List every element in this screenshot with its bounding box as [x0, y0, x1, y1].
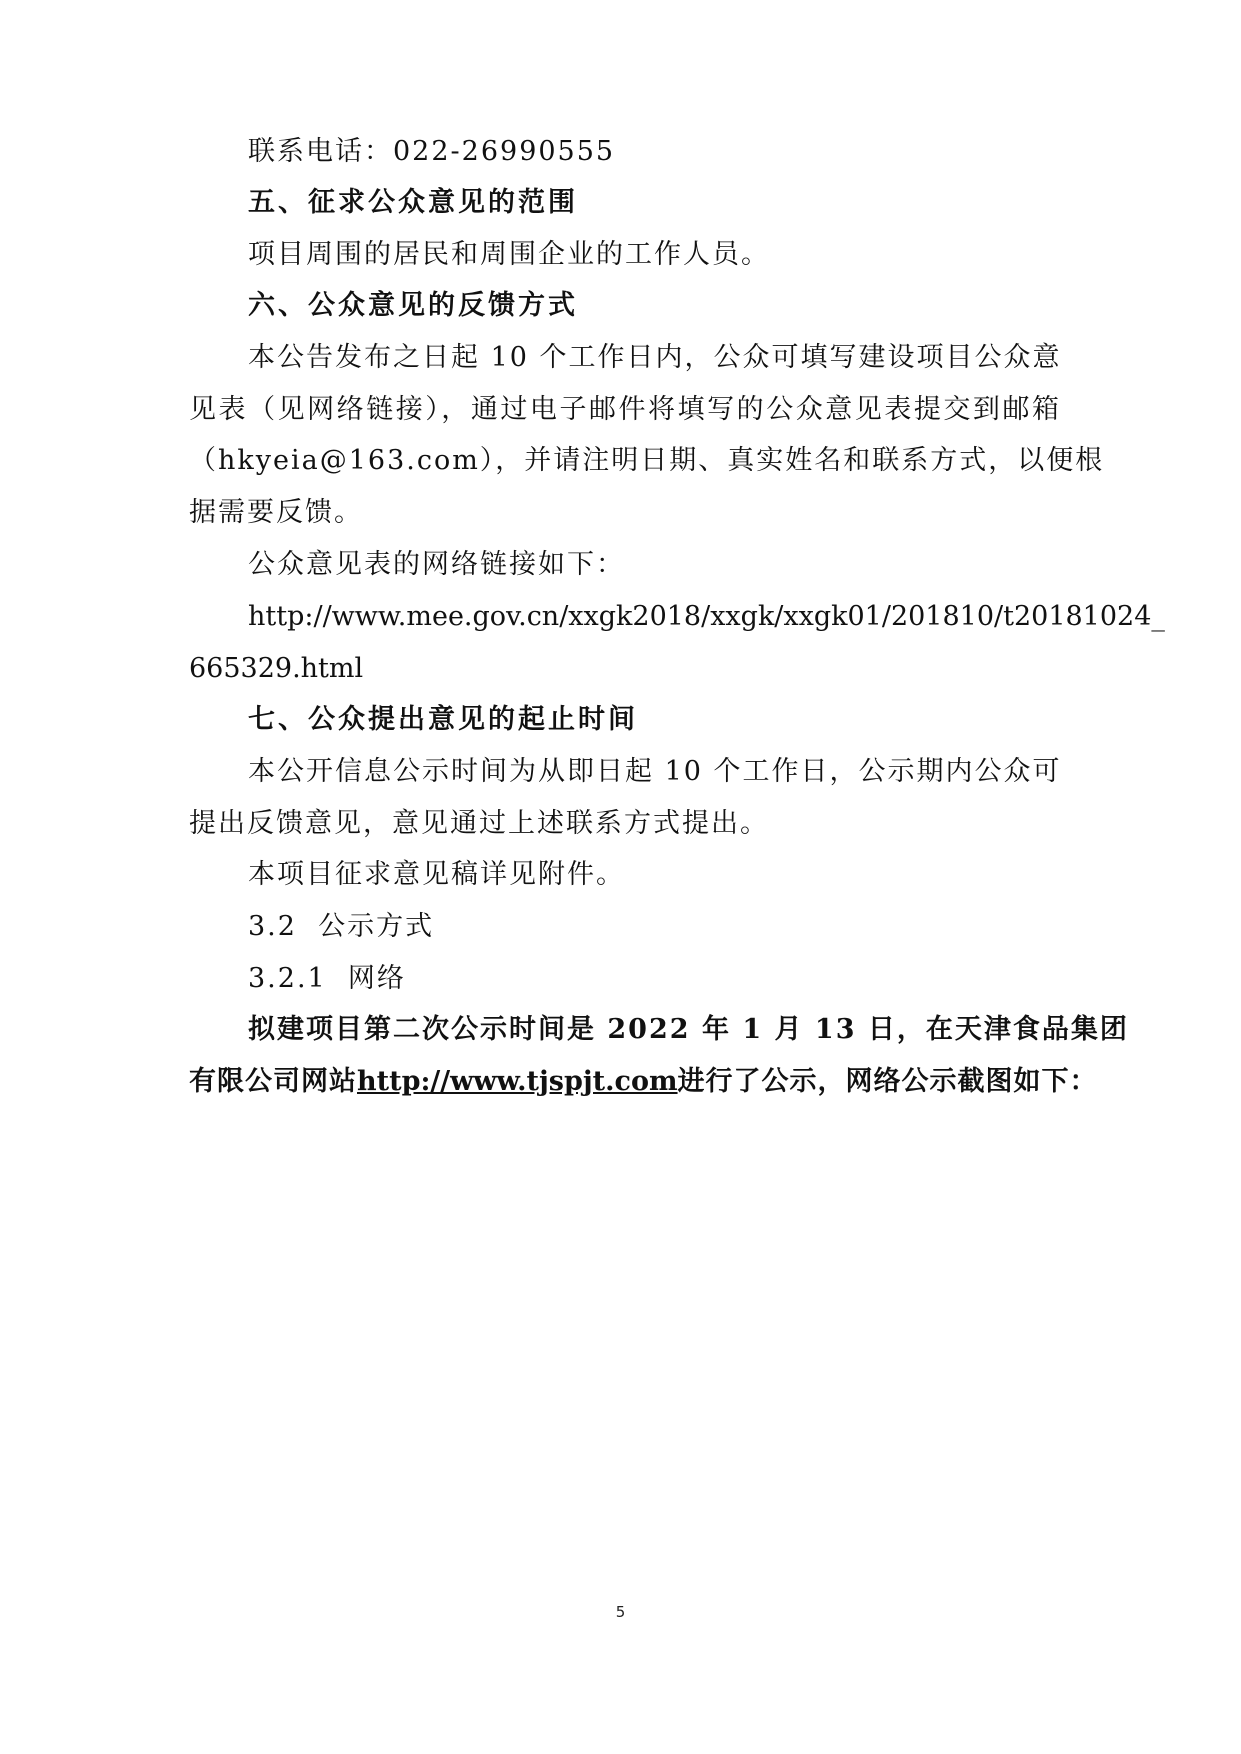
section-heading-7: 七、公众提出意见的起止时间 — [248, 704, 638, 735]
section-3-2-text: 3.2 公示方式 — [248, 911, 435, 942]
announcement-line-2-suffix: 进行了公示，网络公示截图如下： — [677, 1066, 1098, 1097]
feedback-paragraph-line-2: 见表（见网络链接），通过电子邮件将填写的公众意见表提交到邮箱 — [189, 394, 1061, 425]
page-number: 5 — [615, 1603, 626, 1621]
feedback-paragraph-line-3: （hkyeia@163.com），并请注明日期、真实姓名和联系方式，以便根 — [189, 445, 1105, 476]
announcement-line-2-prefix: 有限公司网站 — [189, 1066, 357, 1097]
contact-phone-line: 联系电话：022-26990555 — [248, 136, 616, 167]
period-paragraph-line-2: 提出反馈意见，意见通过上述联系方式提出。 — [189, 808, 769, 839]
section-3-2-1-text: 3.2.1 网络 — [248, 963, 406, 994]
announcement-line-2 — [189, 1062, 1098, 1102]
scope-text: 项目周围的居民和周围企业的工作人员。 — [248, 239, 770, 270]
form-url-line-1[interactable]: http://www.mee.gov.cn/xxgk2018/xxgk/xxgk01/201810/t20181024_ — [248, 601, 1165, 632]
period-paragraph-line-1: 本公开信息公示时间为从即日起 10 个工作日，公示期内公众可 — [248, 756, 1062, 787]
attachment-note: 本项目征求意见稿详见附件。 — [248, 859, 625, 890]
announcement-site-link[interactable]: http://www.tjspjt.com — [357, 1066, 678, 1097]
feedback-paragraph-line-4: 据需要反馈。 — [189, 497, 363, 528]
announcement-line-1: 拟建项目第二次公示时间是 2022 年 1 月 13 日，在天津食品集团 — [248, 1014, 1129, 1045]
section-heading-5: 五、征求公众意见的范围 — [248, 187, 578, 218]
form-link-intro: 公众意见表的网络链接如下： — [248, 549, 625, 580]
form-url-line-2[interactable]: 665329.html — [189, 653, 364, 684]
section-heading-3-2-1 — [248, 959, 1061, 999]
section-heading-3-2 — [248, 907, 1061, 947]
section-heading-6: 六、公众意见的反馈方式 — [248, 290, 578, 321]
feedback-paragraph-line-1: 本公告发布之日起 10 个工作日内，公众可填写建设项目公众意 — [248, 342, 1062, 373]
